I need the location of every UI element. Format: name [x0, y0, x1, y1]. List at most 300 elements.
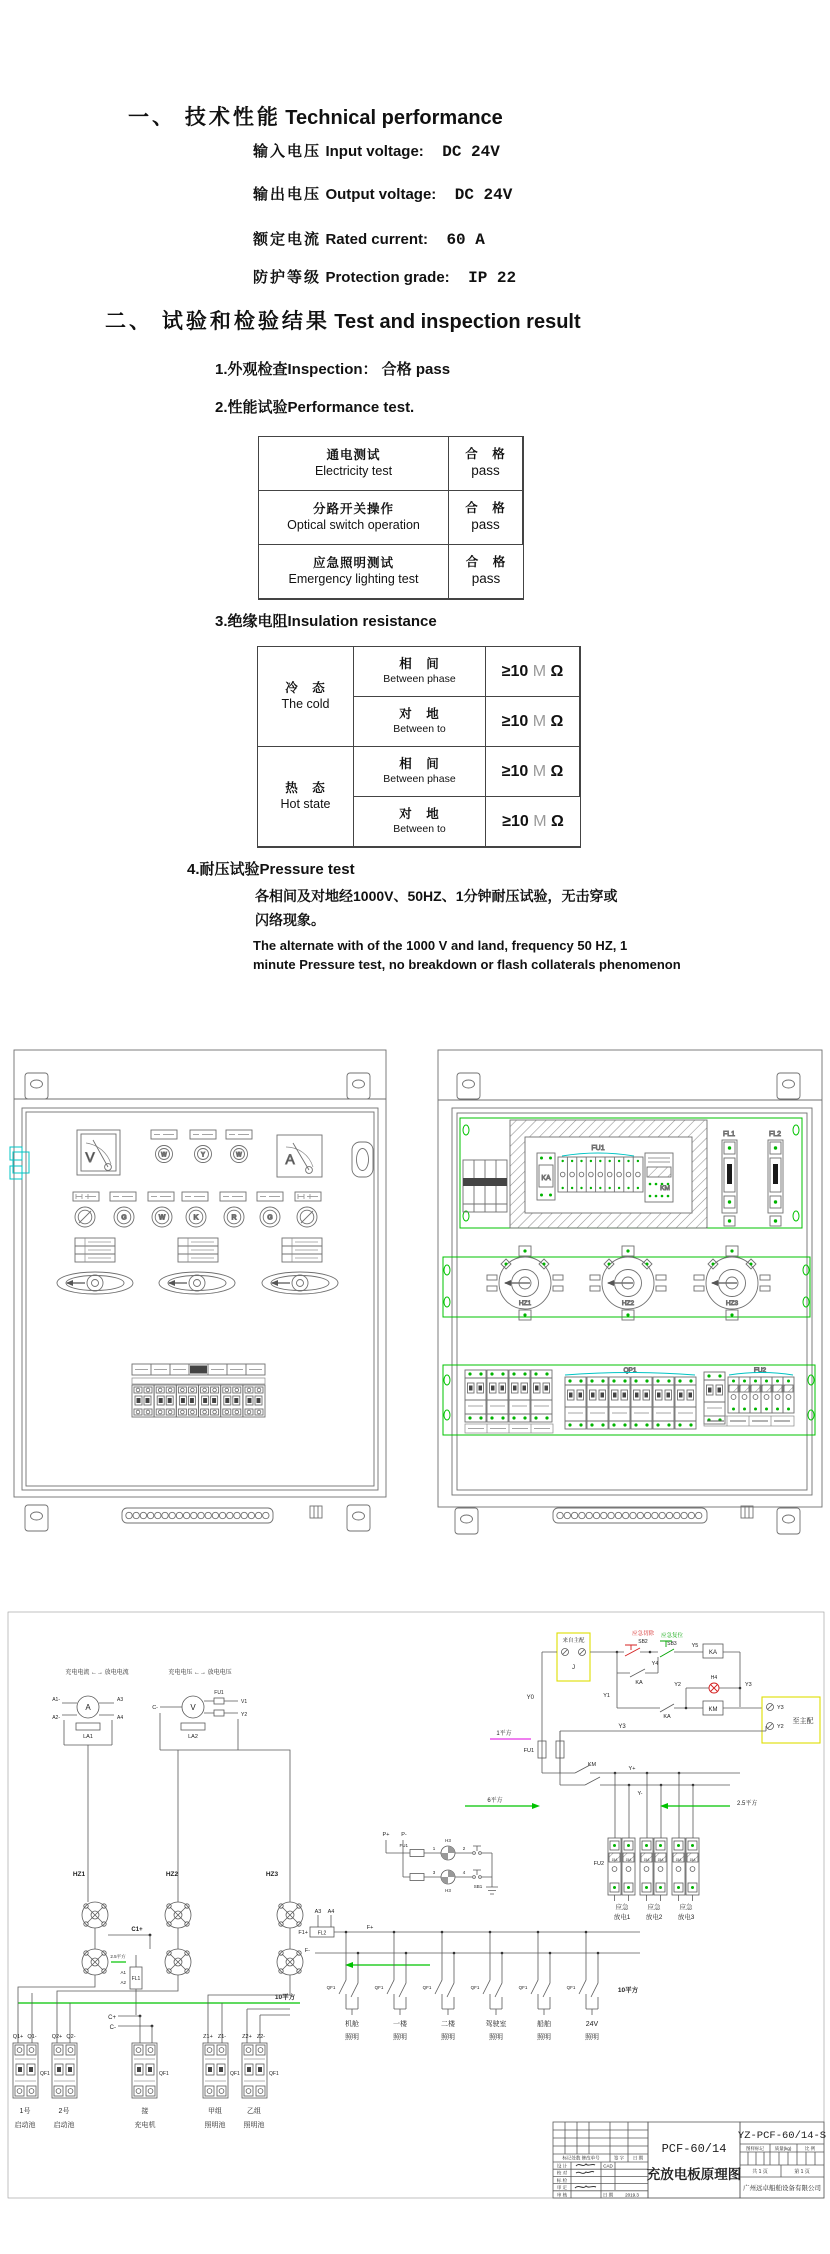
table-cell — [354, 797, 486, 847]
section1-heading — [128, 101, 503, 131]
lighting-battery-b-b: 照明池 — [243, 2122, 265, 2129]
terminal-a1: A1- — [52, 1697, 60, 1703]
fl1-fuse-holder — [722, 1131, 737, 1226]
door-handle[interactable] — [352, 1142, 373, 1177]
lamp-letter: Y — [200, 1152, 206, 1159]
mode-zh: 相 间 — [399, 757, 440, 772]
front-panel-drawing — [5, 1040, 405, 1540]
inside-panel-drawing — [428, 1040, 830, 1540]
signature — [575, 2186, 596, 2188]
voltmeter-letter: V — [190, 1703, 196, 1712]
table-cell — [449, 437, 523, 491]
rotary-switches[interactable] — [57, 1272, 338, 1294]
cad-label: CAD — [603, 2163, 613, 2169]
voltmeter-circuit — [152, 1668, 247, 1740]
lamp-letter: K — [193, 1214, 199, 1222]
battery-1b: 启动池 — [14, 2122, 36, 2129]
performance-test-table — [258, 436, 524, 600]
j-label: J — [572, 1665, 575, 1671]
y5-label: Y5 — [691, 1643, 699, 1649]
n2: 2 — [462, 1846, 466, 1851]
qf1-label: QF1 — [159, 2071, 169, 2077]
resistance-value — [502, 712, 564, 732]
lamp-plates-middle — [73, 1192, 321, 1201]
emergency-cutoff-label: 应急切除 — [631, 1631, 655, 1637]
unit-m: M — [533, 812, 547, 830]
emergency-reset-label: 应急复位 — [660, 1633, 684, 1639]
section2-heading-en: Test and inspection result — [334, 311, 581, 333]
load-3: 二楼 — [441, 2021, 455, 2028]
indicator-lamps-middle — [75, 1207, 317, 1227]
load-1b: 照明 — [345, 2034, 359, 2041]
item-performance-test: 2.性能试验Performance test. — [215, 399, 415, 416]
mark-header: 图样标记 — [746, 2146, 764, 2151]
schematic-drawing — [0, 1595, 830, 2254]
instruction-plate — [282, 1238, 322, 1262]
sq10-label-2: 10平方 — [617, 1987, 639, 1994]
fu1-label: FU1 — [591, 1145, 605, 1152]
unit-ohm: Ω — [550, 812, 564, 830]
n1: 1 — [432, 1846, 436, 1851]
a1-label: A1 — [120, 1970, 126, 1975]
km-coil-label: KM — [708, 1707, 718, 1713]
mode-zh: 对 地 — [399, 707, 440, 722]
mode-zh: 相 间 — [399, 657, 440, 672]
unit-ohm: Ω — [550, 762, 564, 780]
bottom-connector — [310, 1506, 322, 1518]
hz2-label: HZ2 — [621, 1300, 635, 1307]
cam-switches[interactable] — [487, 1246, 770, 1320]
red-lamp — [186, 1207, 206, 1227]
spec-value: 60 A — [446, 231, 485, 249]
hz3-label: HZ3 — [265, 1871, 279, 1878]
h3-label: H3 — [445, 1888, 451, 1893]
table-cell — [486, 747, 580, 797]
battery-2: 2号 — [58, 2108, 70, 2115]
cam-switch-row-outline — [443, 1257, 810, 1317]
emergency-discharge-1: 应急 — [615, 1904, 629, 1911]
spec-label-en: Protection grade: — [325, 269, 450, 286]
to-main-y2: Y2 — [777, 1724, 784, 1730]
white-lamp — [152, 1207, 172, 1227]
spec-label-zh: 额定电流 — [253, 231, 322, 248]
to-main-label: 至主配 — [792, 1718, 814, 1725]
selector-knob[interactable] — [75, 1207, 95, 1227]
fl2-fuse-holder — [768, 1131, 783, 1226]
qf1-label: QF1 — [269, 2071, 279, 2077]
row-approve: 审 定 — [556, 2185, 568, 2191]
title-block — [553, 2122, 826, 2198]
fuse-rating: 15A — [689, 1858, 696, 1862]
model-number: PCF-60/14 — [661, 2142, 727, 2156]
row-check: 校 对 — [556, 2170, 568, 2176]
km-contactor — [645, 1153, 673, 1202]
fu2-label: FU2 — [753, 1367, 767, 1374]
charger-b: 充电机 — [134, 2122, 156, 2129]
drawing-frame — [8, 1612, 827, 2198]
a4-label: A4 — [327, 1909, 335, 1915]
terminal-a4: A4 — [117, 1715, 124, 1721]
km-label: KM — [660, 1185, 670, 1192]
state-en: Hot state — [280, 796, 331, 811]
fuse-rating: 15A — [643, 1858, 650, 1862]
qf1-label: QF1 — [422, 1985, 432, 1990]
result-zh: 合 格 — [465, 555, 507, 570]
qf1-label: QF1 — [374, 1985, 384, 1990]
c-plus-label: C+ — [108, 2015, 116, 2021]
z1-minus: Z1- — [217, 2034, 227, 2040]
table-cell — [259, 491, 449, 545]
pressure-test-zh-line1: 各相间及对地经1000V、50HZ、1分钟耐压试验，无击穿或 — [255, 888, 618, 904]
table-cell — [354, 697, 486, 747]
red-lamp — [224, 1207, 244, 1227]
p-minus-label: P- — [401, 1832, 407, 1838]
section1-heading-zh: 一、 技术性能 — [128, 106, 281, 129]
sq10-label: 10平方 — [274, 1994, 296, 2001]
section2-heading — [105, 305, 581, 335]
test-name-en: Optical switch operation — [287, 517, 420, 532]
fl2-label: FL2 — [317, 1930, 327, 1937]
unit-ohm: Ω — [550, 712, 564, 730]
h4-label: H4 — [710, 1675, 718, 1681]
drawing-code: YZ-PCF-60/14-S — [737, 2130, 827, 2142]
hz1-label: HZ1 — [72, 1871, 86, 1878]
unit-m: M — [532, 762, 547, 780]
item-insulation-resistance: 3.绝缘电阻Insulation resistance — [215, 613, 437, 630]
selector-knob[interactable] — [297, 1207, 317, 1227]
mode-en: Between to — [393, 722, 446, 735]
instruction-plates — [75, 1238, 322, 1262]
qf1-label: QF1 — [40, 2071, 50, 2077]
table-cell — [486, 697, 580, 747]
terminal-c-minus: C- — [152, 1705, 158, 1711]
fuse-rating: 15A — [657, 1858, 664, 1862]
p-plus-label: P+ — [382, 1832, 390, 1838]
result-en: pass — [471, 462, 500, 478]
lighting-battery-a-b: 照明池 — [204, 2122, 226, 2129]
voltmeter-letter: V — [85, 1149, 95, 1165]
result-en: pass — [471, 570, 501, 586]
y-minus-label: Y- — [637, 1791, 643, 1797]
value: ≥10 — [501, 662, 529, 680]
result-en: pass — [471, 516, 500, 532]
sq1-label: 1平方 — [496, 1731, 512, 1737]
current-title: 充电电流 ←→ 放电电流 — [65, 1670, 129, 1676]
white-lamp — [231, 1146, 248, 1163]
lamp-letter: G — [121, 1214, 127, 1222]
a3-label: A3 — [314, 1909, 322, 1915]
resistance-value — [502, 662, 564, 682]
q1-plus: Q1+ — [12, 2034, 24, 2040]
state-zh: 热 态 — [285, 780, 326, 795]
ammeter — [277, 1135, 322, 1177]
table-cell-group — [258, 647, 354, 747]
unit-m: M — [532, 662, 547, 680]
voltmeter — [77, 1130, 120, 1175]
hz1-label: HZ1 — [518, 1300, 532, 1307]
spec-protection-grade — [253, 266, 516, 287]
bottom-connector — [741, 1506, 753, 1518]
mode-en: Between phase — [383, 672, 456, 685]
charger: 接 — [141, 2108, 149, 2115]
battery-breakers — [13, 1975, 290, 2129]
fuse-rating: 15A — [611, 1858, 618, 1862]
sq25-small-label: 2.5平方 — [110, 1954, 126, 1959]
fuse-rating: 15A — [625, 1858, 632, 1862]
sb3-label: SB3 — [667, 1641, 677, 1647]
table-cell — [449, 491, 523, 545]
test-name-en: Emergency lighting test — [288, 571, 419, 586]
y3-bus-label: Y3 — [618, 1724, 626, 1730]
to-main-y3: Y3 — [777, 1705, 784, 1711]
battery-2b: 启动池 — [53, 2122, 75, 2129]
ka-coil-label: KA — [708, 1650, 718, 1656]
table-cell — [259, 437, 449, 491]
charger-terminals — [108, 2015, 153, 2043]
load-2b: 照明 — [393, 2034, 407, 2041]
q2-plus: Q2+ — [51, 2034, 63, 2040]
spec-output-voltage — [253, 183, 512, 204]
qf1-label: QF1 — [230, 2071, 240, 2077]
mcb-row[interactable] — [132, 1378, 265, 1417]
aux-breaker-block — [463, 1160, 507, 1212]
spec-value: IP 22 — [468, 269, 517, 287]
terminal-a3: A3 — [117, 1697, 124, 1703]
q1-minus: Q1- — [27, 2034, 37, 2040]
battery-breaker-group[interactable] — [465, 1370, 553, 1433]
table-cell — [449, 545, 523, 599]
spec-label-en: Input voltage: — [325, 143, 424, 160]
fu1-terminal-strip — [558, 1145, 643, 1192]
revision-header: 标记处数 修改单号 — [562, 2155, 600, 2161]
date-label: 日 期 — [602, 2192, 614, 2198]
fl2-feed — [298, 1909, 640, 1968]
sq6-arrow — [532, 1803, 540, 1809]
load-3b: 照明 — [441, 2034, 455, 2041]
fl2-label: FL2 — [768, 1131, 782, 1138]
ammeter-letter: A — [285, 1151, 295, 1167]
instruction-plate — [178, 1238, 218, 1262]
y3-node-label: Y3 — [745, 1682, 752, 1688]
indicator-lamps-top — [156, 1146, 248, 1163]
resistance-value — [502, 762, 564, 782]
load-2: 一楼 — [393, 2021, 407, 2028]
z2-plus: Z2+ — [242, 2034, 252, 2040]
mode-en: Between to — [393, 822, 446, 835]
load-1: 机舱 — [345, 2021, 359, 2028]
c1-plus-label: C1+ — [131, 1927, 143, 1933]
lighting-branches — [327, 1931, 639, 2041]
fu2-fuse-bank — [704, 1367, 794, 1426]
pressure-test-en-line2: minute Pressure test, no breakdown or flash collaterals phenomenon — [253, 957, 681, 972]
insulation-resistance-table — [257, 646, 581, 848]
z1-plus: Z1+ — [203, 2034, 213, 2040]
terminal-v1: V1 — [241, 1699, 248, 1705]
qf1-label: QF1 — [566, 1985, 576, 1990]
a2-label: A2 — [120, 1980, 126, 1985]
fu1-label: FU1 — [399, 1843, 408, 1848]
lighting-battery-a: 甲组 — [208, 2108, 222, 2115]
load-6: 24V — [585, 2021, 599, 2028]
fu2-label: FU2 — [593, 1861, 604, 1867]
resistance-value — [502, 812, 564, 832]
battery-1: 1号 — [19, 2108, 31, 2115]
result-zh: 合 格 — [465, 447, 506, 462]
value: ≥10 — [501, 712, 529, 730]
yellow-lamp — [195, 1146, 212, 1163]
sb2-label: SB2 — [638, 1639, 648, 1645]
f-minus-label: F- — [304, 1948, 310, 1954]
table-cell — [486, 797, 580, 847]
emergency-discharge-3: 应急 — [679, 1904, 693, 1911]
c-minus-label: C- — [109, 2025, 116, 2031]
value: ≥10 — [501, 762, 529, 780]
z2-minus: Z2- — [256, 2034, 266, 2040]
row-design: 设 计 — [556, 2163, 568, 2169]
spec-label-en: Output voltage: — [325, 186, 437, 203]
load-5b: 照明 — [537, 2034, 551, 2041]
test-name-zh: 应急照明测试 — [312, 555, 394, 570]
load-4: 驾驶室 — [485, 2021, 507, 2028]
signature — [576, 2164, 595, 2166]
signature — [576, 2171, 594, 2173]
gland-holes — [557, 1512, 702, 1518]
ka-nc-label: KA — [663, 1714, 671, 1720]
spec-label-zh: 输出电压 — [253, 186, 322, 203]
ka-relay — [537, 1153, 555, 1200]
ka-label: KA — [541, 1175, 551, 1182]
table-cell — [354, 747, 486, 797]
state-en: The cold — [281, 696, 330, 711]
shunt-la1 — [76, 1723, 100, 1730]
f1-plus-label: F1+ — [298, 1930, 308, 1936]
emergency-discharge-3b: 放电3 — [677, 1914, 695, 1921]
green-lamp — [260, 1207, 280, 1227]
ka-contact-label: KA — [635, 1680, 643, 1686]
lamp-plates-top — [151, 1130, 252, 1139]
state-zh: 冷 态 — [285, 680, 326, 695]
sheet-number: 第 1 页 — [794, 2169, 810, 2175]
spec-value: DC 24V — [454, 186, 513, 204]
date-header: 日 期 — [632, 2155, 644, 2161]
lamp-letter: W — [158, 1214, 166, 1222]
sheets-total: 共 1 页 — [752, 2169, 768, 2175]
lamp-letter: R — [231, 1214, 237, 1222]
emergency-control-circuit — [465, 1629, 820, 1838]
mode-zh: 对 地 — [399, 807, 440, 822]
value: ≥10 — [502, 812, 529, 830]
result-zh: 合 格 — [465, 501, 506, 516]
terminal-y2: Y2 — [241, 1712, 248, 1718]
test-name-zh: 通电测试 — [326, 447, 381, 462]
lamp-letter: G — [267, 1214, 273, 1222]
lamp-letter: W — [161, 1152, 167, 1159]
table-cell — [259, 545, 449, 599]
unit-ohm: Ω — [550, 662, 564, 680]
mode-en: Between phase — [383, 772, 456, 785]
drawing-title: 充放电板原理图 — [646, 2167, 742, 2182]
gland-holes — [126, 1512, 269, 1518]
q2-minus: Q2- — [66, 2034, 76, 2040]
qf1-label: QF1 — [470, 1985, 480, 1990]
qp1-label: QP1 — [623, 1367, 637, 1374]
sb1-label: SB1 — [473, 1884, 483, 1889]
sign-header: 签 字 — [613, 2155, 625, 2161]
qf1-label: QF1 — [326, 1985, 336, 1990]
y0-label: Y0 — [526, 1695, 534, 1701]
test-name-zh: 分路开关操作 — [312, 501, 394, 516]
y4-label: Y4 — [651, 1661, 659, 1667]
load-4b: 照明 — [489, 2034, 503, 2041]
item-pressure-test: 4.耐压试验Pressure test — [187, 861, 355, 878]
pressure-test-zh-line2: 闪络现象。 — [255, 912, 325, 928]
y2-node-label: Y2 — [674, 1682, 681, 1688]
km-contact-label: KM — [587, 1762, 597, 1768]
hz3-label: HZ3 — [725, 1300, 739, 1307]
emergency-discharge-2b: 放电2 — [645, 1914, 663, 1921]
spec-value: DC 24V — [442, 143, 500, 161]
section2-heading-zh: 二、 试验和检验结果 — [105, 310, 330, 333]
lighting-battery-b: 乙组 — [247, 2108, 261, 2115]
spec-label-zh: 防护等级 — [253, 269, 322, 286]
emergency-discharge-1b: 放电1 — [613, 1914, 631, 1921]
h3-label: H3 — [445, 1838, 451, 1843]
table-cell — [354, 647, 486, 697]
pilot-lamp-circuit — [383, 1832, 498, 1894]
row-audit: 审 核 — [556, 2192, 568, 2198]
breaker-label-strip — [132, 1364, 265, 1375]
white-lamp — [156, 1146, 173, 1163]
fl1-label: FL1 — [131, 1976, 141, 1982]
table-cell — [486, 647, 580, 697]
load-5: 船舶 — [537, 2021, 551, 2028]
voltage-title: 充电电压 ←→ 放电电压 — [168, 1670, 232, 1676]
fuse-rating: 15A — [675, 1858, 682, 1862]
shunt-la2 — [181, 1723, 205, 1730]
row-standard: 标 检 — [556, 2177, 568, 2183]
item-inspection: 1.外观检查Inspection： 合格 pass — [215, 361, 451, 378]
lamp-letter: W — [236, 1152, 242, 1159]
spec-label-en: Rated current: — [325, 231, 428, 248]
weight-header: 质量(kg) — [774, 2146, 792, 2151]
changeover-switches — [73, 1871, 303, 2015]
f-plus-label: F+ — [366, 1925, 374, 1931]
fl1-label: FL1 — [722, 1131, 736, 1138]
instruction-plate — [75, 1238, 115, 1262]
green-lamp — [114, 1207, 134, 1227]
date-value: 2019.3 — [625, 2192, 639, 2198]
spec-label-zh: 输入电压 — [253, 143, 322, 160]
fu1-label: FU1 — [214, 1690, 224, 1696]
la1-label: LA1 — [83, 1734, 93, 1740]
qp1-breaker-group[interactable] — [565, 1367, 696, 1429]
sq6-label: 6平方 — [487, 1798, 503, 1804]
spec-rated-current — [253, 228, 485, 249]
n4: 4 — [462, 1870, 466, 1875]
fu1-fuses-label: FU1 — [523, 1748, 534, 1754]
sq25-label: 2.5平方 — [737, 1801, 758, 1807]
spec-input-voltage — [253, 140, 500, 161]
la2-label: LA2 — [188, 1734, 198, 1740]
load-6b: 照明 — [585, 2034, 599, 2041]
from-main-label: 来自主配 — [562, 1638, 585, 1644]
qf1-label: QF1 — [518, 1985, 528, 1990]
ammeter-letter: A — [85, 1703, 91, 1712]
y1-label: Y1 — [603, 1693, 610, 1699]
din-rail-frame — [510, 1120, 707, 1228]
y-plus-label: Y+ — [628, 1766, 636, 1772]
n3: 3 — [432, 1870, 436, 1875]
